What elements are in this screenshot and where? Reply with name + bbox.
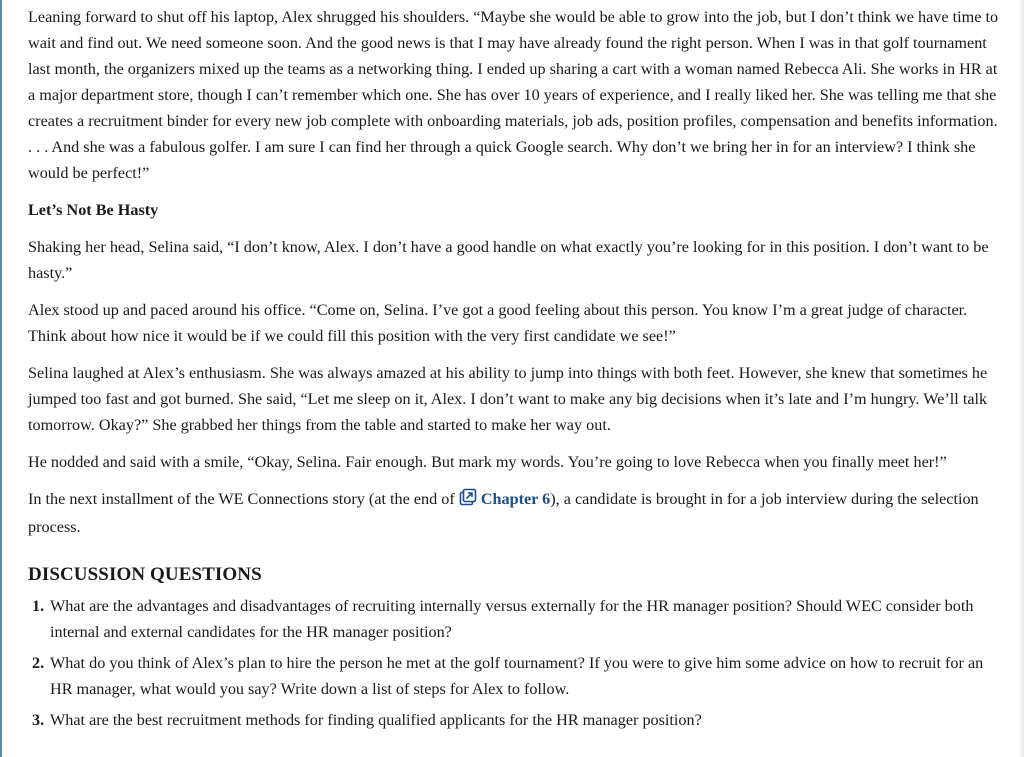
question-text: What are the advantages and disadvantages of recruiting internally versus externally for the HR manager position? Should WEC consider both internal and external candidates for the HR manager position? — [50, 597, 974, 641]
story-subheading: Let’s Not Be Hasty — [28, 201, 159, 219]
paragraph-6-tail-text: ), a candidate is brought in for a job interview during the selection process. — [28, 490, 979, 536]
left-border-rule — [0, 0, 2, 757]
discussion-question-3 — [28, 707, 1000, 733]
story-paragraph-5: He nodded and said with a smile, “Okay, Selina. Fair enough. But mark my words. You’re going to love Rebecca when you finally meet her!” — [28, 453, 947, 471]
scrollbar-edge[interactable] — [1018, 0, 1024, 757]
discussion-question-2 — [28, 650, 1000, 702]
paragraph-6-lead-text: In the next installment of the WE Connections story (at the end of — [28, 490, 459, 508]
external-link-icon — [459, 488, 477, 514]
story-paragraph-4: Selina laughed at Alex’s enthusiasm. She was always amazed at his ability to jump into things with both feet. However, she knew that sometimes he jumped too fast and got burned. She said, “Let me sleep on it, Alex. I don’t want to make any big decisions when it’s late and I’m hungry. We’ll talk tomorrow. Okay?” She grabbed her things from the table and started to make her way out. — [28, 364, 988, 434]
story-paragraph-3: Alex stood up and paced around his office. “Come on, Selina. I’ve got a good feeling about this person. You know I’m a great judge of character. Think about how nice it would be if we could fill this position with the very first candidate we see!” — [28, 301, 968, 345]
chapter-6-link[interactable] — [459, 490, 550, 508]
discussion-questions-heading: DISCUSSION QUESTIONS — [28, 564, 262, 585]
question-number: 1. — [32, 597, 45, 615]
story-paragraph-2: Shaking her head, Selina said, “I don’t know, Alex. I don’t have a good handle on what exactly you’re looking for in this position. I don’t want to be hasty.” — [28, 238, 989, 282]
story-paragraph-6 — [28, 486, 1000, 540]
question-text: What are the best recruitment methods for finding qualified applicants for the HR manager position? — [50, 711, 702, 729]
story-paragraph-1: Leaning forward to shut off his laptop, Alex shrugged his shoulders. “Maybe she would be able to grow into the job, but I don’t think we have time to wait and find out. We need someone soon. And the good news is that I may have already found the right person. When I was in that golf tournament last month, the organizers mixed up the teams as a networking thing. I ended up sharing a cart with a woman named Rebecca Ali. She works in HR at a major department store, though I can’t remember which one. She has over 10 years of experience, and I really liked her. She was telling me that she creates a recruitment binder for every new job complete with onboarding materials, job ads, position profiles, compensation and benefits information. . . . And she was a fabulous golfer. I am sure I can find her through a quick Google search. Why don’t we bring her in for an interview? I think she would be perfect!” — [28, 8, 999, 182]
question-number: 3. — [32, 711, 45, 729]
discussion-question-1 — [28, 593, 1000, 645]
question-text: What do you think of Alex’s plan to hire the person he met at the golf tournament? If you were to give him some advice on how to recruit for an HR manager, what would you say? Write down a list of steps for Alex to follow. — [50, 654, 984, 698]
chapter-6-link-label: Chapter 6 — [480, 490, 551, 508]
question-number: 2. — [32, 654, 45, 672]
document-body — [28, 4, 1000, 738]
discussion-question-list — [28, 593, 1000, 733]
